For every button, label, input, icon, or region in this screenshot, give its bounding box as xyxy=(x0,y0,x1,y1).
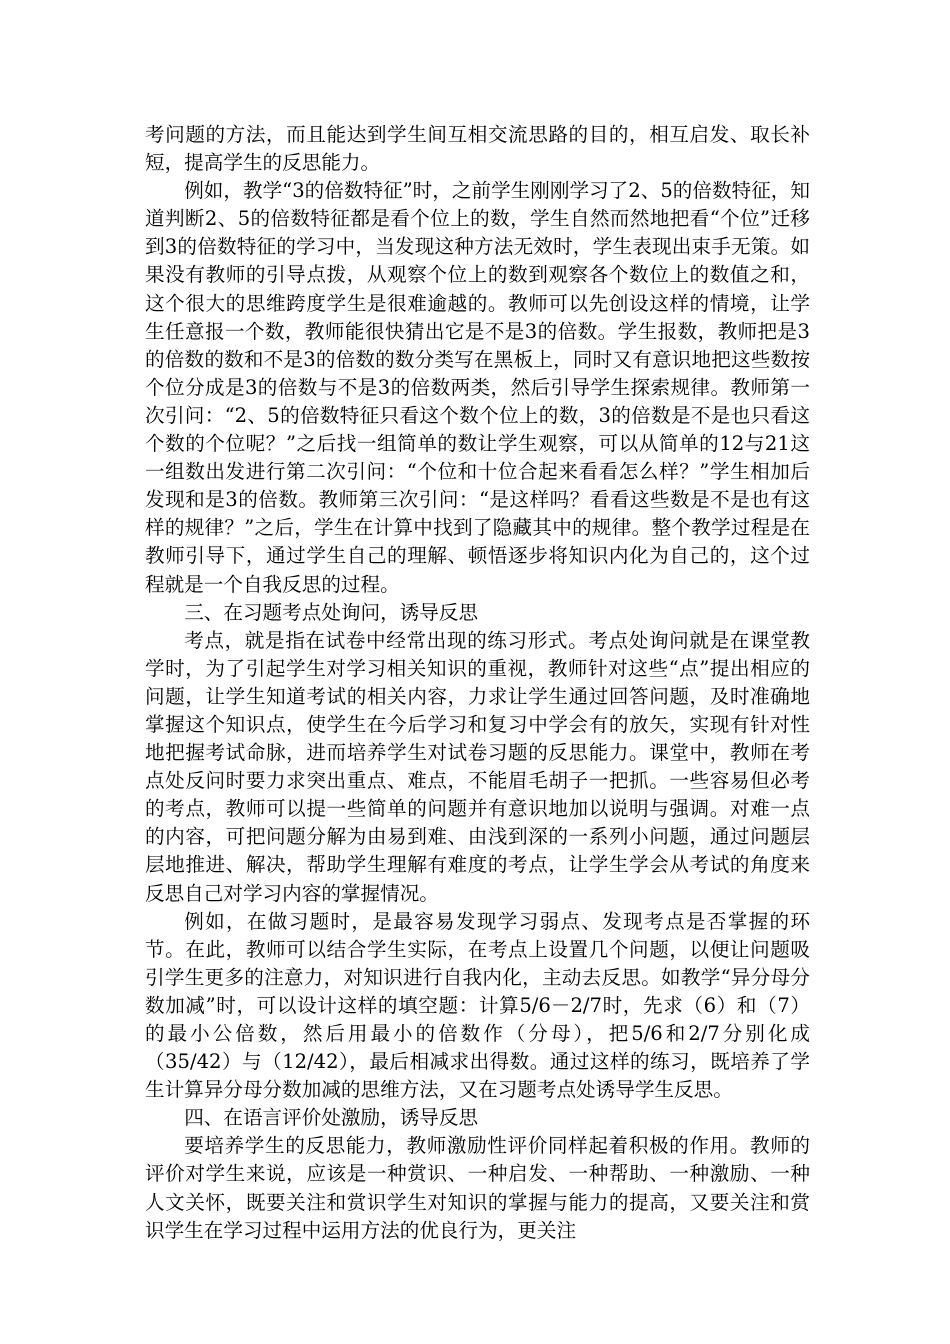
paragraph-5: 例如，在做习题时，是最容易发现学习弱点、发现考点是否掌握的环节。在此，教师可以结合学生实际，在考点上设置几个问题，以便让问题吸引学生更多的注意力，对知识进行自我内化，主动去反思。如教学“异分母分数加减”时，可以设计这样的填空题：计算5/6－2/7时，先求（6）和（7）的最小公倍数，然后用最小的倍数作（分母），把5/6和2/7分别化成（35/42）与（12/42），最后相减求出得数。通过这样的练习，既培养了学生计算异分母分数加减的思维方法，又在习题考点处诱导学生反思。 xyxy=(145,909,811,1102)
paragraph-2: 例如，教学“3的倍数特征”时，之前学生刚刚学习了2、5的倍数特征，知道判断2、5的倍数特征都是看个位上的数，学生自然而然地把看“个位”迁移到3的倍数特征的学习中，当发现这种方法无效时，学生表现出束手无策。如果没有教师的引导点拨，从观察个位上的数到观察各个数位上的数值之和，这个很大的思维跨度学生是很难逾越的。教师可以先创设这样的情境，让学生任意报一个数，教师能很快猜出它是不是3的倍数。学生报数，教师把是3的倍数的数和不是3的倍数的数分类写在黑板上，同时又有意识地把这些数按个位分成是3的倍数与不是3的倍数两类，然后引导学生探索规律。教师第一次引问：“2、5的倍数特征只看这个数个位上的数，3的倍数是不是也只看这个数的个位呢？”之后找一组简单的数让学生观察，可以从简单的12与21这一组数出发进行第二次引问：“个位和十位合起来看看怎么样？”学生相加后发现和是3的倍数。教师第三次引问：“是这样吗？看看这些数是不是也有这样的规律？”之后，学生在计算中找到了隐藏其中的规律。整个教学过程是在教师引导下，通过学生自己的理解、顿悟逐步将知识内化为自己的，这个过程就是一个自我反思的过程。 xyxy=(145,179,810,596)
document-page xyxy=(145,121,810,1245)
paragraph-7: 要培养学生的反思能力，教师激励性评价同样起着积极的作用。教师的评价对学生来说，应该是一种赏识、一种启发、一种帮助、一种激励、一种人文关怀，既要关注和赏识学生对知识的掌握与能力的提高，又要关注和赏识学生在学习过程中运用方法的优良行为，更关注 xyxy=(145,1134,810,1242)
paragraph-1: 考问题的方法，而且能达到学生间互相交流思路的目的，相互启发、取长补短，提高学生的反思能力。 xyxy=(145,123,810,175)
paragraph-4: 考点，就是指在试卷中经常出现的练习形式。考点处询问就是在课堂教学时，为了引起学生对学习相关知识的重视，教师针对这些“点”提出相应的问题，让学生知道考试的相关内容，力求让学生通过回答问题，及时准确地掌握这个知识点，使学生在今后学习和复习中学会有的放矢，实现有针对性地把握考试命脉，进而培养学生对试卷习题的反思能力。课堂中，教师在考点处反问时要力求突出重点、难点，不能眉毛胡子一把抓。一些容易但必考的考点，教师可以提一些简单的问题并有意识地加以说明与强调。对难一点的内容，可把问题分解为由易到难、由浅到深的一系列小问题，通过问题层层地推进、解决，帮助学生理解有难度的考点，让学生学会从考试的角度来反思自己对学习内容的掌握情况。 xyxy=(145,628,810,905)
section-heading-3: 三、在习题考点处询问，诱导反思 xyxy=(184,600,479,624)
section-heading-4: 四、在语言评价处激励，诱导反思 xyxy=(184,1106,479,1130)
